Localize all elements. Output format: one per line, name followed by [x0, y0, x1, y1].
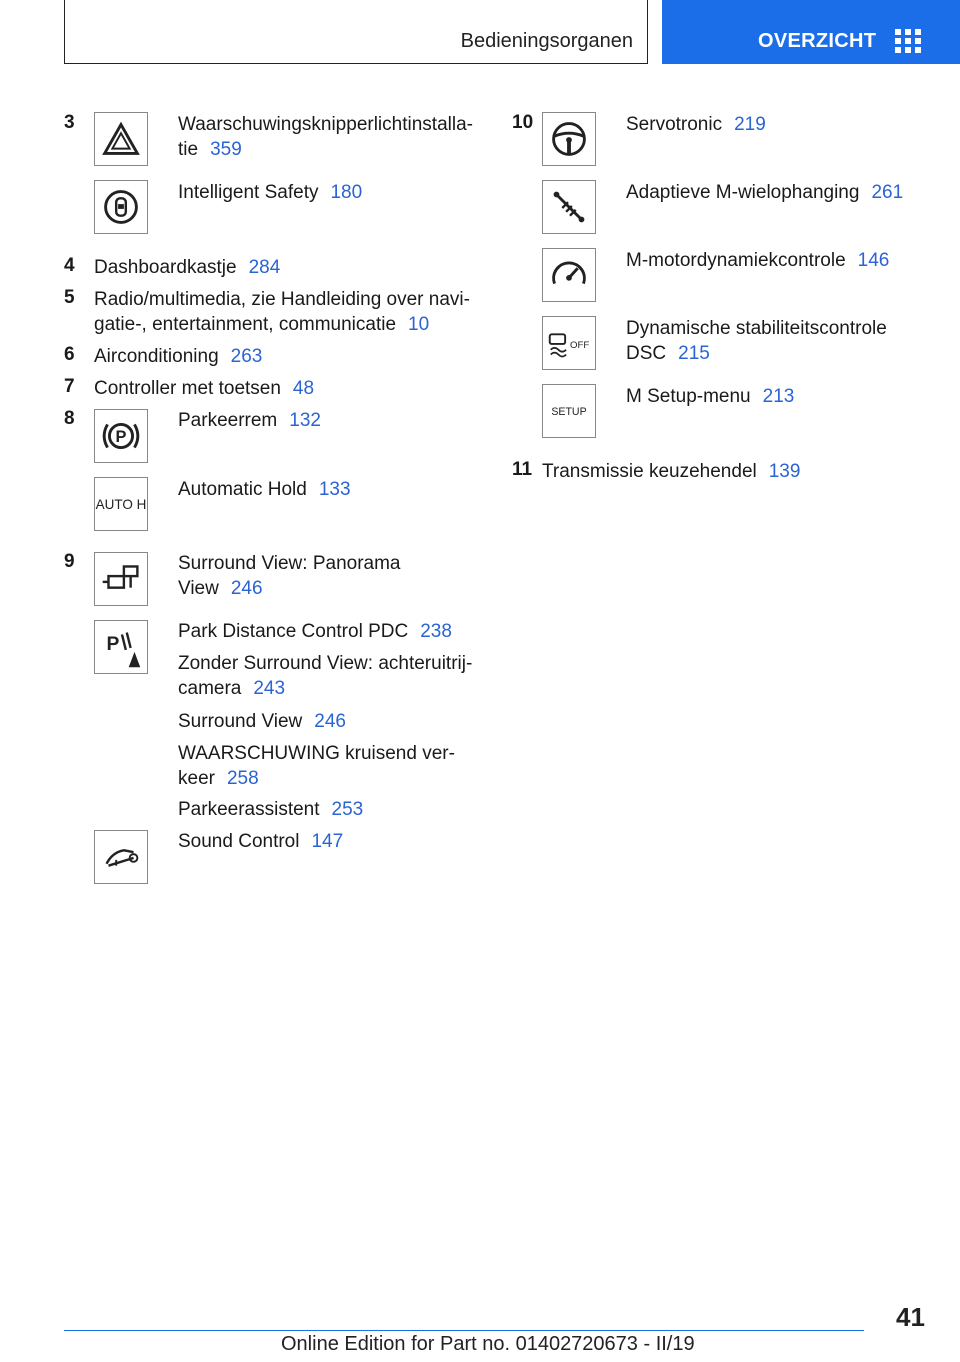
transmission-page-ref[interactable]: 139	[768, 461, 801, 482]
rear-camera-label: Zonder Surround View: achteruitrij-	[178, 653, 473, 674]
setup-icon-label: SETUP	[551, 405, 587, 418]
radio-page-ref[interactable]: 10	[408, 314, 430, 335]
auto-hold-label: Automatic Hold	[178, 479, 307, 500]
dsc-label: Dynamische stabiliteitscontrole	[626, 318, 887, 339]
park-assist-page-ref[interactable]: 253	[331, 799, 364, 820]
sound-control-page-ref[interactable]: 147	[311, 831, 344, 852]
radio-label-cont: gatie-, entertainment, communicatie	[94, 314, 397, 335]
intelligent-safety-icon	[94, 180, 148, 234]
cross-traffic-page-ref[interactable]: 258	[226, 768, 259, 789]
suspension-label: Adaptieve M-wielophanging	[626, 182, 860, 203]
suspension-icon	[542, 180, 596, 234]
page-number: 41	[896, 1302, 925, 1332]
chapter-title: OVERZICHT	[758, 30, 877, 52]
engine-dynamics-page-ref[interactable]: 146	[857, 250, 890, 271]
item-number-5: 5	[64, 287, 75, 308]
servotronic-label: Servotronic	[626, 114, 723, 135]
item-number-9: 9	[64, 551, 75, 572]
parking-brake-page-ref[interactable]: 132	[289, 410, 321, 431]
footer-edition: Online Edition for Part no. 01402720673 - II/19	[281, 1333, 695, 1355]
parking-brake-label: Parkeerrem	[178, 410, 278, 431]
setup-page-ref[interactable]: 213	[762, 386, 795, 407]
dsc-off-icon-label: OFF	[569, 339, 590, 351]
hazard-label-cont: tie	[178, 139, 199, 160]
footer-divider	[64, 1330, 864, 1331]
surround-view-page-ref[interactable]: 246	[314, 711, 346, 732]
item-number-11: 11	[512, 459, 533, 480]
panorama-label: Surround View: Panorama	[178, 553, 401, 574]
panorama-view-icon	[94, 552, 148, 606]
panorama-label-cont: View	[178, 578, 219, 599]
hazard-warning-icon	[94, 112, 148, 166]
item-number-7: 7	[64, 376, 75, 397]
setup-icon	[542, 384, 596, 438]
hazard-page-ref[interactable]: 359	[210, 139, 242, 160]
sound-control-icon	[94, 830, 148, 884]
glovebox-label: Dashboardkastje	[94, 257, 237, 278]
surround-view-label: Surround View	[178, 711, 303, 732]
glovebox-page-ref[interactable]: 284	[248, 257, 281, 278]
engine-dynamics-label: M-motordynamiekcontrole	[626, 250, 846, 271]
pdc-page-ref[interactable]: 238	[420, 621, 452, 642]
cross-traffic-label: WAARSCHUWING kruisend ver-	[178, 743, 455, 764]
hazard-label: Waarschuwingsknipperlichtinstalla-	[178, 114, 473, 135]
engine-dynamics-icon	[542, 248, 596, 302]
sound-control-label: Sound Control	[178, 831, 300, 852]
steering-wheel-icon	[542, 112, 596, 166]
intelligent-safety-label: Intelligent Safety	[178, 182, 319, 203]
radio-label: Radio/multimedia, zie Handleiding over navi-	[94, 289, 470, 310]
auto-hold-icon	[94, 477, 148, 531]
svg-text:P: P	[115, 427, 127, 446]
grid-menu-icon	[895, 29, 921, 53]
svg-text:P: P	[106, 633, 120, 655]
auto-hold-page-ref[interactable]: 133	[318, 479, 351, 500]
rear-camera-label-cont: camera	[178, 678, 242, 699]
transmission-label: Transmissie keuzehendel	[542, 461, 757, 482]
header-section-box	[64, 0, 648, 64]
setup-label: M Setup-menu	[626, 386, 751, 407]
item-number-4: 4	[64, 255, 75, 276]
dsc-page-ref[interactable]: 215	[678, 343, 710, 364]
controller-page-ref[interactable]: 48	[292, 378, 315, 399]
rear-camera-page-ref[interactable]: 243	[253, 678, 286, 699]
pdc-label: Park Distance Control PDC	[178, 621, 409, 642]
header-chapter-box	[662, 0, 960, 64]
item-number-10: 10	[512, 112, 534, 133]
aircon-label: Airconditioning	[94, 346, 219, 367]
pdc-icon	[94, 620, 148, 674]
dsc-off-icon	[542, 316, 596, 370]
intelligent-safety-page-ref[interactable]: 180	[330, 182, 363, 203]
park-assist-label: Parkeerassistent	[178, 799, 320, 820]
auto-hold-icon-label: AUTO H	[95, 496, 147, 512]
parking-brake-icon	[94, 409, 148, 463]
servotronic-page-ref[interactable]: 219	[734, 114, 766, 135]
suspension-page-ref[interactable]: 261	[871, 182, 904, 203]
item-number-8: 8	[64, 408, 75, 429]
section-title: Bedieningsorganen	[460, 30, 633, 52]
dsc-label-cont: DSC	[626, 343, 667, 364]
controller-label: Controller met toetsen	[94, 378, 281, 399]
cross-traffic-label-cont: keer	[178, 768, 215, 789]
panorama-page-ref[interactable]: 246	[230, 578, 263, 599]
item-number-6: 6	[64, 344, 75, 365]
aircon-page-ref[interactable]: 263	[230, 346, 263, 367]
item-number-3: 3	[64, 112, 75, 133]
